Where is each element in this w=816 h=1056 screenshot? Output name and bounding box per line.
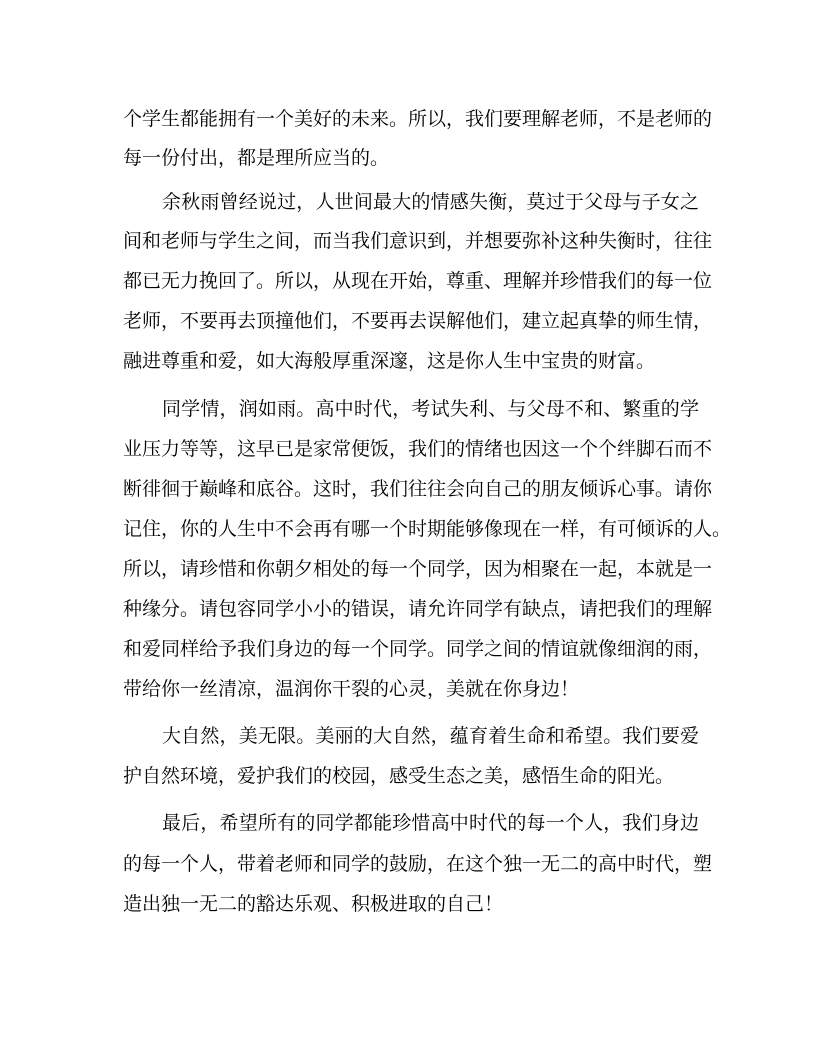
- text-line: 的每一个人，带着老师和同学的鼓励，在这个独一无二的高中时代，塑: [123, 853, 713, 875]
- text-line: 所以，请珍惜和你朝夕相处的每一个同学，因为相聚在一起，本就是一: [123, 558, 713, 580]
- text-line: 护自然环境，爱护我们的校园，感受生态之美，感悟生命的阳光。: [123, 765, 675, 787]
- text-line: 记住，你的人生中不会再有哪一个时期能够像现在一样，有可倾诉的人。: [123, 518, 732, 540]
- text-line: 和爱同样给予我们身边的每一个同学。同学之间的情谊就像细润的雨，: [123, 638, 713, 660]
- text-line: 种缘分。请包容同学小小的错误，请允许同学有缺点，请把我们的理解: [123, 598, 713, 620]
- text-line: 业压力等等，这早已是家常便饭，我们的情绪也因这一个个绊脚石而不: [123, 438, 713, 460]
- text-line: 余秋雨曾经说过，人世间最大的情感失衡，莫过于父母与子女之: [162, 191, 699, 213]
- text-line: 每一份付出，都是理所应当的。: [123, 147, 390, 169]
- text-line: 同学情，润如雨。高中时代，考试失利、与父母不和、繁重的学: [162, 398, 699, 420]
- text-line: 间和老师与学生之间，而当我们意识到，并想要弥补这种失衡时，往往: [123, 230, 713, 252]
- text-line: 都已无力挽回了。所以，从现在开始，尊重、理解并珍惜我们的每一位: [123, 270, 713, 292]
- text-line: 大自然，美无限。美丽的大自然，蕴育着生命和希望。我们要爱: [162, 725, 699, 747]
- text-line: 最后，希望所有的同学都能珍惜高中时代的每一个人，我们身边: [162, 812, 699, 834]
- text-line: 老师，不要再去顶撞他们，不要再去误解他们，建立起真挚的师生情，: [123, 310, 713, 332]
- text-line: 带给你一丝清凉，温润你干裂的心灵，美就在你身边！: [123, 678, 580, 700]
- text-line: 造出独一无二的豁达乐观、积极进取的自己！: [123, 893, 504, 915]
- text-line: 断徘徊于巅峰和底谷。这时，我们往往会向自己的朋友倾诉心事。请你: [123, 478, 713, 500]
- text-line: 融进尊重和爱，如大海般厚重深邃，这是你人生中宝贵的财富。: [123, 350, 656, 372]
- text-line: 个学生都能拥有一个美好的未来。所以，我们要理解老师，不是老师的: [123, 108, 713, 130]
